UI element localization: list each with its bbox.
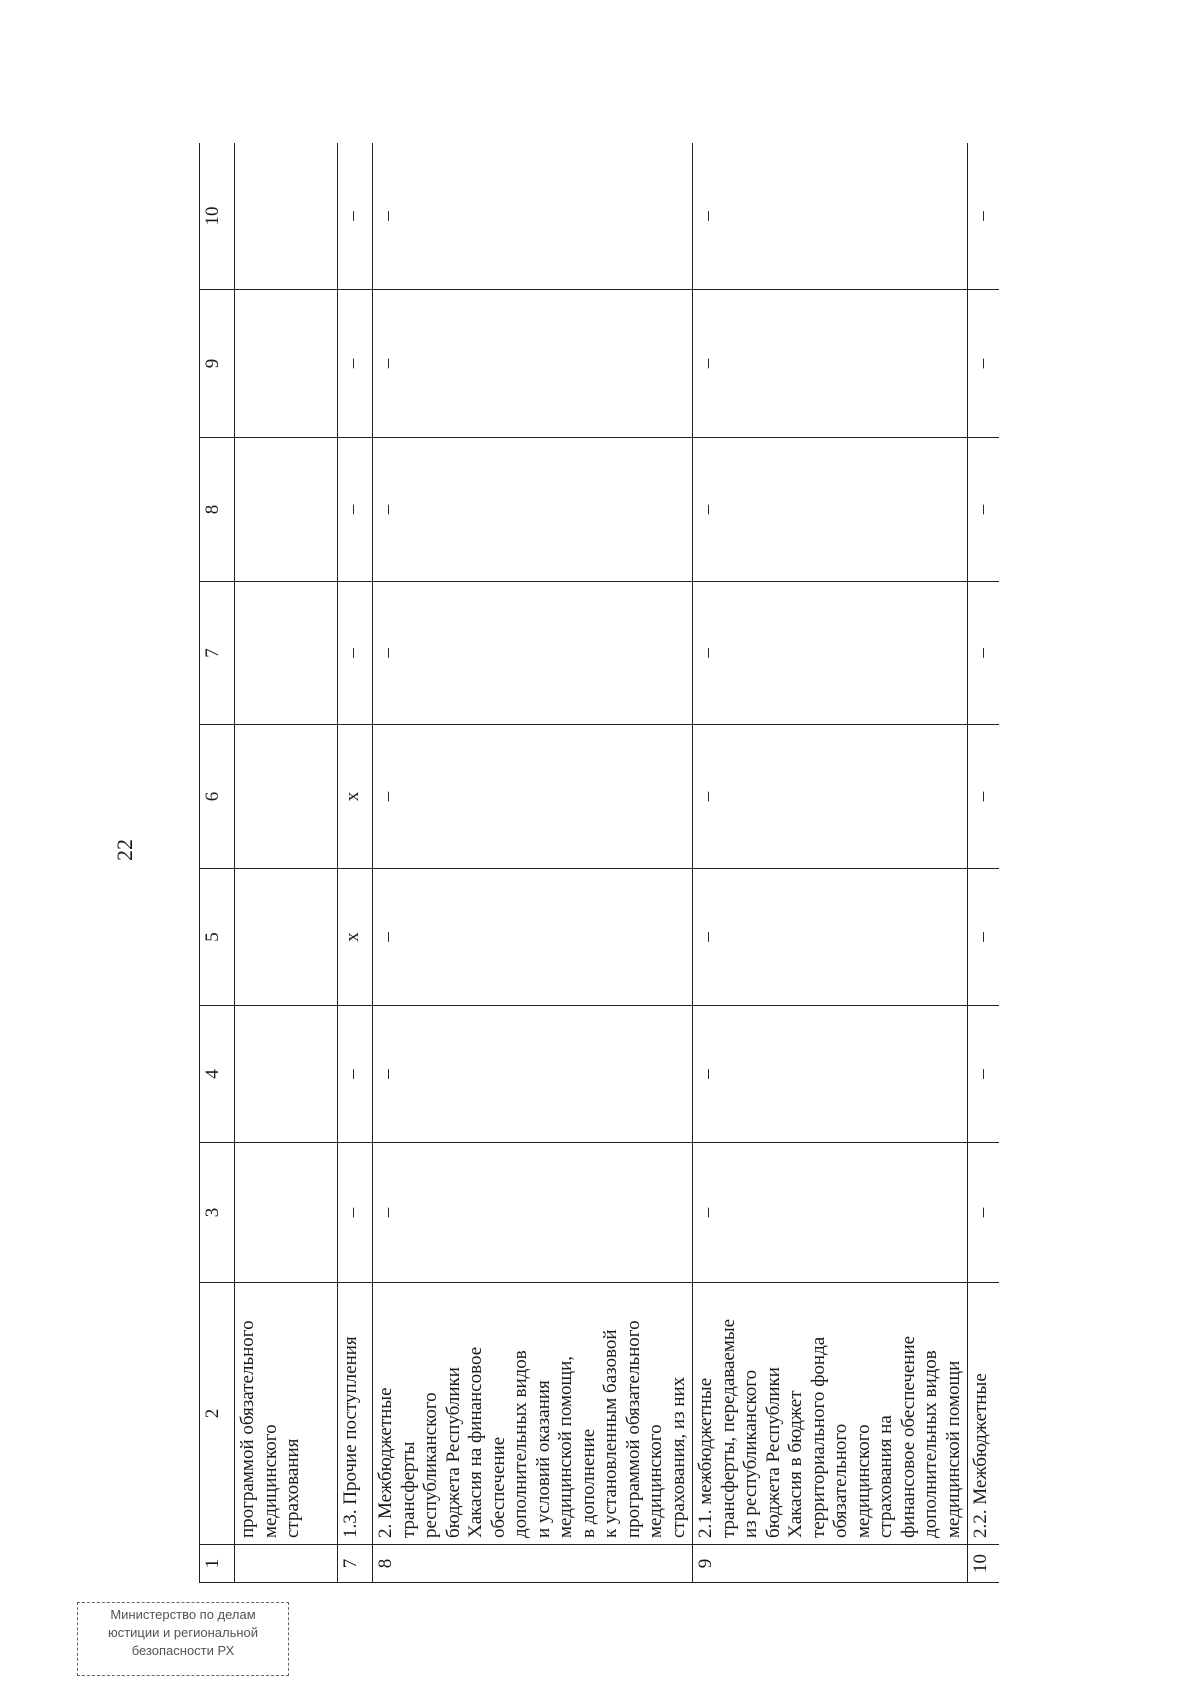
value-cell: – bbox=[373, 1143, 693, 1283]
value-cell: – bbox=[693, 438, 968, 582]
header-cell: 5 bbox=[200, 869, 235, 1006]
table-row bbox=[373, 143, 693, 1583]
row-number bbox=[235, 1545, 338, 1583]
value-cell: – bbox=[693, 869, 968, 1006]
value-cell: – bbox=[338, 143, 373, 290]
table-row bbox=[693, 143, 968, 1583]
value-cell bbox=[235, 725, 338, 869]
value-cell: – bbox=[968, 438, 1000, 582]
stamp-line: юстиции и региональной bbox=[107, 1625, 259, 1640]
stamp-line: Министерство по делам bbox=[110, 1607, 256, 1622]
value-cell: – bbox=[968, 143, 1000, 290]
header-cell: 4 bbox=[200, 1006, 235, 1143]
value-cell bbox=[235, 438, 338, 582]
value-cell: – bbox=[693, 1143, 968, 1283]
page-number: 22 bbox=[112, 839, 137, 861]
table-row bbox=[338, 143, 373, 1583]
header-cell: 3 bbox=[200, 1143, 235, 1283]
value-cell: – bbox=[693, 582, 968, 725]
value-cell: – bbox=[338, 438, 373, 582]
header-cell: 2 bbox=[200, 1283, 235, 1545]
value-cell bbox=[235, 1143, 338, 1283]
value-cell: – bbox=[968, 725, 1000, 869]
value-cell: – bbox=[373, 438, 693, 582]
value-cell: – bbox=[693, 1006, 968, 1143]
row-number: 9 bbox=[693, 1545, 968, 1583]
header-cell: 1 bbox=[200, 1545, 235, 1583]
value-cell: – bbox=[373, 725, 693, 869]
value-cell: х bbox=[338, 869, 373, 1006]
table-row bbox=[968, 143, 1000, 1583]
row-name: 2.1. межбюджетные трансферты, передаваемые из республиканского бюджета Республики Хакасия в бюджет территориального фонда обязательного медицинского страхования на финансовое обеспечение дополнительных видов медицинской помощи bbox=[693, 1283, 968, 1545]
value-cell: – bbox=[968, 869, 1000, 1006]
table-container bbox=[199, 143, 999, 1583]
value-cell: – bbox=[693, 725, 968, 869]
table-row bbox=[235, 143, 338, 1583]
value-cell: х bbox=[338, 725, 373, 869]
value-cell: – bbox=[968, 290, 1000, 438]
row-name: 2. Межбюджетные трансферты республиканского бюджета Республики Хакасия на финансовое обеспечение дополнительных видов и условий оказания медицинской помощи, в дополнение к установленным базовой программой обязательного медицинского страхования, из них bbox=[373, 1283, 693, 1545]
table-header-row bbox=[200, 143, 235, 1583]
value-cell: – bbox=[373, 1006, 693, 1143]
value-cell: – bbox=[968, 1143, 1000, 1283]
ministry-stamp bbox=[77, 1602, 289, 1676]
header-cell: 9 bbox=[200, 290, 235, 438]
value-cell bbox=[235, 1006, 338, 1143]
value-cell: – bbox=[373, 582, 693, 725]
stamp-line: безопасности РХ bbox=[131, 1643, 235, 1658]
value-cell: – bbox=[338, 582, 373, 725]
value-cell: – bbox=[968, 1006, 1000, 1143]
value-cell bbox=[235, 143, 338, 290]
value-cell: – bbox=[338, 1143, 373, 1283]
value-cell: – bbox=[693, 290, 968, 438]
budget-table bbox=[199, 143, 999, 1583]
header-cell: 8 bbox=[200, 438, 235, 582]
value-cell: – bbox=[373, 143, 693, 290]
row-number: 7 bbox=[338, 1545, 373, 1583]
table-rotated-wrapper bbox=[199, 143, 999, 1583]
header-cell: 10 bbox=[200, 143, 235, 290]
value-cell bbox=[235, 290, 338, 438]
value-cell bbox=[235, 582, 338, 725]
header-cell: 7 bbox=[200, 582, 235, 725]
value-cell bbox=[235, 869, 338, 1006]
value-cell: – bbox=[373, 290, 693, 438]
row-name: 2.2. Межбюджетные bbox=[968, 1283, 1000, 1545]
row-number: 10 bbox=[968, 1545, 1000, 1583]
row-number: 8 bbox=[373, 1545, 693, 1583]
value-cell: – bbox=[338, 290, 373, 438]
value-cell: – bbox=[338, 1006, 373, 1143]
value-cell: – bbox=[968, 582, 1000, 725]
header-cell: 6 bbox=[200, 725, 235, 869]
row-name: 1.3. Прочие поступления bbox=[338, 1283, 373, 1545]
value-cell: – bbox=[373, 869, 693, 1006]
value-cell: – bbox=[693, 143, 968, 290]
row-name: программой обязательного медицинского страхования bbox=[235, 1283, 338, 1545]
